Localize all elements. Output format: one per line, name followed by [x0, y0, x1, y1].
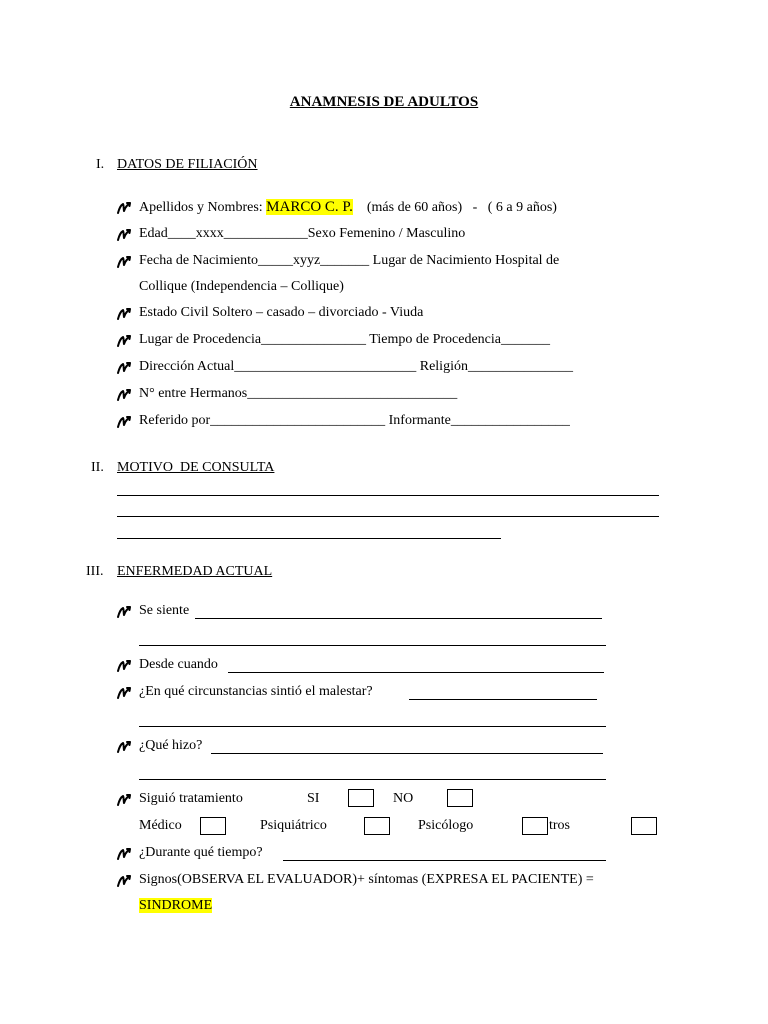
- bullet-icon: [117, 201, 131, 215]
- circunstancias-label: ¿En qué circunstancias sintió el malestar?: [139, 684, 373, 699]
- bullet-icon: [117, 255, 131, 269]
- durante-label: ¿Durante qué tiempo?: [139, 845, 263, 860]
- no-label: NO: [393, 791, 414, 806]
- psiquiatrico-label: Psiquiátrico: [260, 818, 327, 833]
- section-1-number: I.: [96, 157, 105, 172]
- direccion-line: Dirección Actual__________________________ Religión_______________: [139, 359, 573, 374]
- bullet-icon: [117, 793, 131, 807]
- section-2-number: II.: [91, 460, 104, 475]
- bullet-icon: [117, 228, 131, 242]
- estado-civil-line: Estado Civil Soltero – casado – divorciado - Viuda: [139, 305, 424, 320]
- signos-line: Signos(OBSERVA EL EVALUADOR)+ síntomas (EXPRESA EL PACIENTE) =: [139, 872, 594, 887]
- motivo-answer-line: [117, 495, 659, 496]
- document-title: ANAMNESIS DE ADULTOS: [289, 94, 479, 110]
- circunstancias-answer-line: [139, 726, 606, 727]
- bullet-icon: [117, 605, 131, 619]
- no-checkbox[interactable]: [447, 789, 473, 807]
- sindrome-highlight: SINDROME: [139, 898, 213, 913]
- procedencia-line: Lugar de Procedencia_______________ Tiempo de Procedencia_______: [139, 332, 550, 347]
- bullet-icon: [117, 874, 131, 888]
- se-siente-answer-line: [195, 618, 602, 619]
- bullet-icon: [117, 334, 131, 348]
- psiquiatrico-checkbox[interactable]: [364, 817, 390, 835]
- que-hizo-answer-line: [139, 779, 606, 780]
- bullet-icon: [117, 307, 131, 321]
- section-2-title: MOTIVO DE CONSULTA: [117, 460, 275, 475]
- fecha-nacimiento-line: Fecha de Nacimiento_____xyyz_______ Lugar de Nacimiento Hospital de: [139, 253, 560, 268]
- referido-line: Referido por_________________________ Informante_________________: [139, 413, 570, 428]
- motivo-answer-line: [117, 516, 659, 517]
- edad-sexo-line: Edad____xxxx____________Sexo Femenino / Masculino: [139, 226, 466, 241]
- section-1-title: DATOS DE FILIACIÓN: [117, 157, 258, 172]
- motivo-answer-line: [117, 538, 501, 539]
- bullet-icon: [117, 388, 131, 402]
- hermanos-line: N° entre Hermanos______________________________: [139, 386, 458, 401]
- lugar-nacimiento-line: Collique (Independencia – Collique): [139, 279, 344, 294]
- sindrome-label: [139, 898, 212, 914]
- siguio-tratamiento-label: Siguió tratamiento: [139, 791, 243, 806]
- que-hizo-label: ¿Qué hizo?: [139, 738, 203, 753]
- bullet-icon: [117, 740, 131, 754]
- section-3-number: III.: [86, 564, 104, 579]
- bullet-icon: [117, 361, 131, 375]
- durante-answer-line: [283, 860, 606, 861]
- apellidos-line: [139, 199, 557, 216]
- bullet-icon: [117, 686, 131, 700]
- psicologo-checkbox[interactable]: [522, 817, 548, 835]
- section-3-title: ENFERMEDAD ACTUAL: [117, 564, 273, 579]
- medico-checkbox[interactable]: [200, 817, 226, 835]
- apellidos-value: MARCO C. P.: [266, 199, 353, 215]
- que-hizo-answer-line: [211, 753, 603, 754]
- otros-checkbox[interactable]: [631, 817, 657, 835]
- desde-cuando-label: Desde cuando: [139, 657, 218, 672]
- circunstancias-answer-line: [409, 699, 597, 700]
- apellidos-label: Apellidos y Nombres:: [139, 200, 267, 215]
- age-range-options: (más de 60 años) - ( 6 a 9 años): [352, 200, 557, 215]
- bullet-icon: [117, 659, 131, 673]
- otros-label: tros: [549, 818, 570, 833]
- se-siente-answer-line: [139, 645, 606, 646]
- si-label: SI: [307, 791, 320, 806]
- desde-cuando-answer-line: [228, 672, 604, 673]
- se-siente-label: Se siente: [139, 603, 190, 618]
- bullet-icon: [117, 847, 131, 861]
- medico-label: Médico: [139, 818, 182, 833]
- psicologo-label: Psicólogo: [418, 818, 474, 833]
- si-checkbox[interactable]: [348, 789, 374, 807]
- bullet-icon: [117, 415, 131, 429]
